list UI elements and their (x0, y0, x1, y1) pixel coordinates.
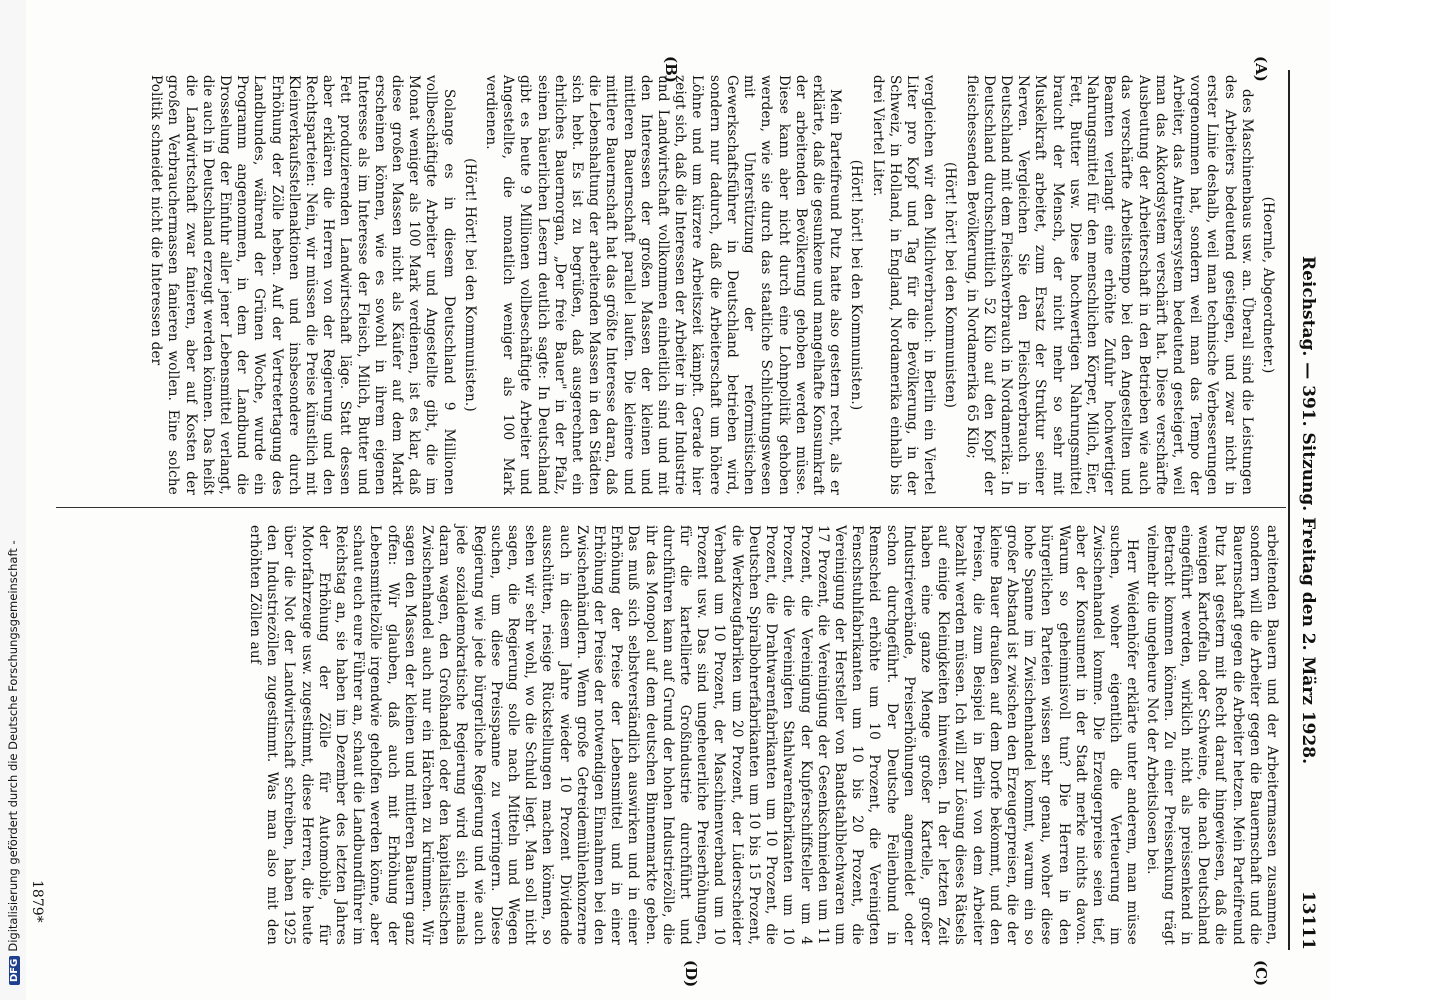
paragraph: vergleichen wir den Milchverbrauch: in Berlin ein Viertel Liter pro Kopf und Tag für die Bevölkerung, in der Schweiz, in Holland, in England, Nordamerika einhalb bis drei Viertel Liter. (869, 75, 938, 495)
speaker-attribution: (Hoernle, Abgeordneter.) (1260, 196, 1276, 374)
page-signature: 1879* (29, 880, 45, 923)
page-title: Reichstag. — 391. Sitzung. Freitag den 2. März 1928. (1298, 255, 1318, 765)
margin-marker-b: (B) (662, 56, 680, 83)
paragraph: Solange es in diesem Deutschland 9 Millionen vollbeschäftigte Arbeiter und Angestellte gibt, die im Monat weniger als 100 Mark verdienen, ist es klar, daß diese großen Massen nicht als Käufer auf dem Markt erscheinen können, wie es sowohl in ihrem eigenen Interesse als im Interesse der Fleisch, Milch, Butter und Fett produzierenden Landwirtschaft läge. Statt dessen aber erklären die Herren von der Regierung und den Rechtsparteien: Nein, wir müssen die Preise künstlich mit Kleinverkaufsstellenaktionen und insbesondere durch Erhöhung der Zölle heben. Auf der Vertretertagung des Landbundes, während der Grünen Woche, wurde ein Programm angenommen, in dem der Landbund die Drosselung der Einfuhr aller jener Lebensmittel verlangt, die auch in Deutschland erzeugt werden können. Das heißt die Landwirtschaft zwar fanieren, aber auf Kosten der großen Verbrauchermassen fanieren wollen. Eine solche Politik schneidet nicht die Interessen der (148, 75, 457, 495)
interjection: (Hört! Hört! bei den Kommunisten.) (461, 158, 478, 412)
paragraph: des Maschinenbaus usw. an. Überall sind die Leistungen des Arbeiters bedeutend gestiegen, und zwar nicht in erster Linie deshalb, weil man technische Verbesserungen vorgenommen hat, sondern weil man das Tempo der Arbeiter, das Antreibersystem bedeutend gesteigert, weil man das Akkordsystem verschärft hat. Diese verschärfte Ausbeutung der Arbeiterschaft in den Betrieben wie auch das verschärfte Arbeitstempo bei den Angestellten und Beamten verlangt eine erhöhte Zufuhr hochwertiger Nahrungsmittel für den menschlichen Körper, Milch, Eier, Fett, Butter usw. Diese hochwertigen Nahrungsmittel braucht der Mensch, der nicht mehr so sehr mit Muskelkraft arbeitet, zum Ersatz der Struktur seiner Nerven. Vergleichen Sie den Fleischverbrauch in Deutschland mit dem Fleischverbrauch in Nordamerika: In Deutschland durchschnittlich 52 Kilo auf den Kopf der fleischessenden Bevölkerung, in Nordamerika 65 Kilo; (963, 75, 1255, 495)
page-number: 13111 (1298, 890, 1318, 950)
digitization-sidebar (0, 0, 26, 1000)
interjection: (Hört! hört! bei den Kommunisten.) (848, 159, 865, 411)
header-rule (1288, 70, 1290, 950)
sidebar-credit (6, 5, 20, 985)
margin-marker-d: (D) (682, 960, 700, 988)
margin-marker-a: (A) (1252, 56, 1270, 82)
dfg-logo-icon: DFG (9, 956, 20, 985)
margin-marker-c: (C) (1252, 960, 1270, 987)
column-divider (56, 507, 1286, 508)
right-column (244, 525, 1280, 945)
credit-text: Digitalisierung gefördert durch die Deutsche Forschungsgemeinschaft - (6, 540, 20, 952)
interjection: (Hört! hört! bei den Kommunisten) (942, 161, 959, 409)
paragraph: Herr Weidenhöfer erklärte unter anderem, man müsse suchen, woher eigentlich die Verteuerung im Zwischenhandel komme. Die Erzeugerpreise seien tief, aber der Konsument in der Stadt merke nichts davon. Warum so geheimnisvoll tun? Die Herren in den bürgerlichen Parteien wissen sehr genau, woher diese hohe Spanne im Zwischenhandel kommt, warum ein so großer Abstand ist zwischen den Erzeugerpreisen, die der kleine Bauer draußen auf dem Dorfe bekommt, und den Preisen, die zum Beispiel in Berlin von dem Arbeiter bezahlt werden müssen. Ich will zur Lösung dieses Rätsels auf einige Kleinigkeiten hinweisen. In der letzten Zeit haben eine ganze Menge großer Kartelle, großer Industrieverbände, Preiserhöhungen angemeldet oder schon durchgeführt. Der Deutsche Feilenbund in Remscheid erhöhte um 10 Prozent, die Vereinigten Fenschstuhlfabrikanten um 10 bis 20 Prozent, die Vereinigung der Hersteller von Bandstahlblechwaren um 17 Prozent, die Vereinigung der Gesenkschmieden um 11 Prozent, die Vereinigung der Kupferschiffsteller um 4 Prozent, die Vereinigten Stahlwarenfabrikanten um 10 Prozent, die Drahtwarenfabrikanten um 10 Prozent, die Deutschen Spiralbohrerfabrikanten um 10 bis 15 Prozent, die Werkzeugfabriken um 20 Prozent, der Lüderscheider Verband um 10 Prozent, der Maschinenverband um 10 Prozent usw. Das sind ungeheuerliche Preiserhöhungen, für die kartellierte Großindustrie durchführt und durchführen kann auf Grund der hohen Industriezölle, die ihr das Monopol auf dem deutschen Binnenmarkte geben. Das muß sich selbstverständlich auswirken und in einer Erhöhung der Preise der Lebensmittel und in einer Erhöhung der Preise der notwendigen Einnahmen bei den Zwischenhändlern. Wenn große Getreidemühlenkonzerne auch in diesem Jahre wieder 10 Prozent Dividende ausschütten, riesige Rückstellungen machen können, so sehen wir sehr wohl, wo die Schuld liegt. Man soll nicht sagen, die Regierung solle nach Mitteln und Wegen suchen, um diese Preisspanne zu verringern. Diese Regierung wie jede bürgerliche Regierung und wie auch jede sozialdemokratische Regierung wird sich niemals daran wagen, den Großhandel oder den kapitalistischen Zwischenhandel auch nur ein Härchen zu krümmen. Wir sagen den Massen der kleinen und mittleren Bauern ganz offen: Wir glauben, daß auch mit Erhöhung der Lebensmittelzölle irgendwie geholfen werden könne, aber schaut euch eure Führer an, schaut die Landbundführer im Reichstag an, sie haben im Dezember des letzten Jahres der Erhöhung der Zölle für Automobile, für Motorfahrzeuge usw. zugestimmt, diese Herren, die heute über die Not der Landwirtschaft schreiben, haben 1925 den Industriezöllen zugestimmt. Was man also mit den erhöhten Zöllen auf (247, 525, 1141, 945)
paragraph: Mein Parteifreund Putz hatte also gestern recht, als er erklärte, daß die gesunkene und mangelhafte Konsumkraft der arbeitenden Bevölkerung gehoben werden müsse. Diese kann aber nicht durch eine Lohnpolitik gehoben werden, wie sie durch das staatliche Schlichtungswesen mit Unterstützung der reformistischen Gewerkschaftsführer in Deutschland betrieben wird, sondern nur dadurch, daß die Arbeiterschaft um höhere Löhne und um kürzere Arbeitszeit kämpft. Gerade hier zeigt sich, daß die Interessen der Arbeiter in der Industrie und Landwirtschaft vollkommen einheitlich sind und mit den Interessen der großen Massen der kleinen und mittleren Bauernschaft parallel laufen. Die kleinere und mittlere Bauernschaft hat das größte Interesse daran, daß die Lebenshaltung der arbeitenden Massen in den Städten sich hebt. Es ist zu begrüßen, daß ausgerechnet ein ehrliches Bauernorgan, „Der freie Bauer" in der Pfalz, seinen bäuerlichen Lesern deutlich sagte: In Deutschland gibt es heute 9 Millionen vollbeschäftigte Arbeiter und Angestellte, die monatlich weniger als 100 Mark verdienen. (483, 75, 844, 495)
newspaper-page (10, 0, 1330, 1000)
page-header (1284, 70, 1324, 950)
left-column (145, 75, 1280, 495)
paragraph: arbeitenden Bauern und der Arbeitermassen zusammen, sondern will die Arbeiter gegen die Bauernschaft und die Bauernschaft gegen die Arbeiter hetzen. Mein Parteifreund Putz hat gestern mit Recht darauf hingewiesen, daß die wenigen Kartoffeln oder Schweine, die nach Deutschland eingeführt werden, wirklich nicht als preissenkend in Betracht kommen können. Zu einer Preissenkung trägt vielmehr die ungeheure Not der Arbeitslosen bei. (1143, 525, 1280, 945)
